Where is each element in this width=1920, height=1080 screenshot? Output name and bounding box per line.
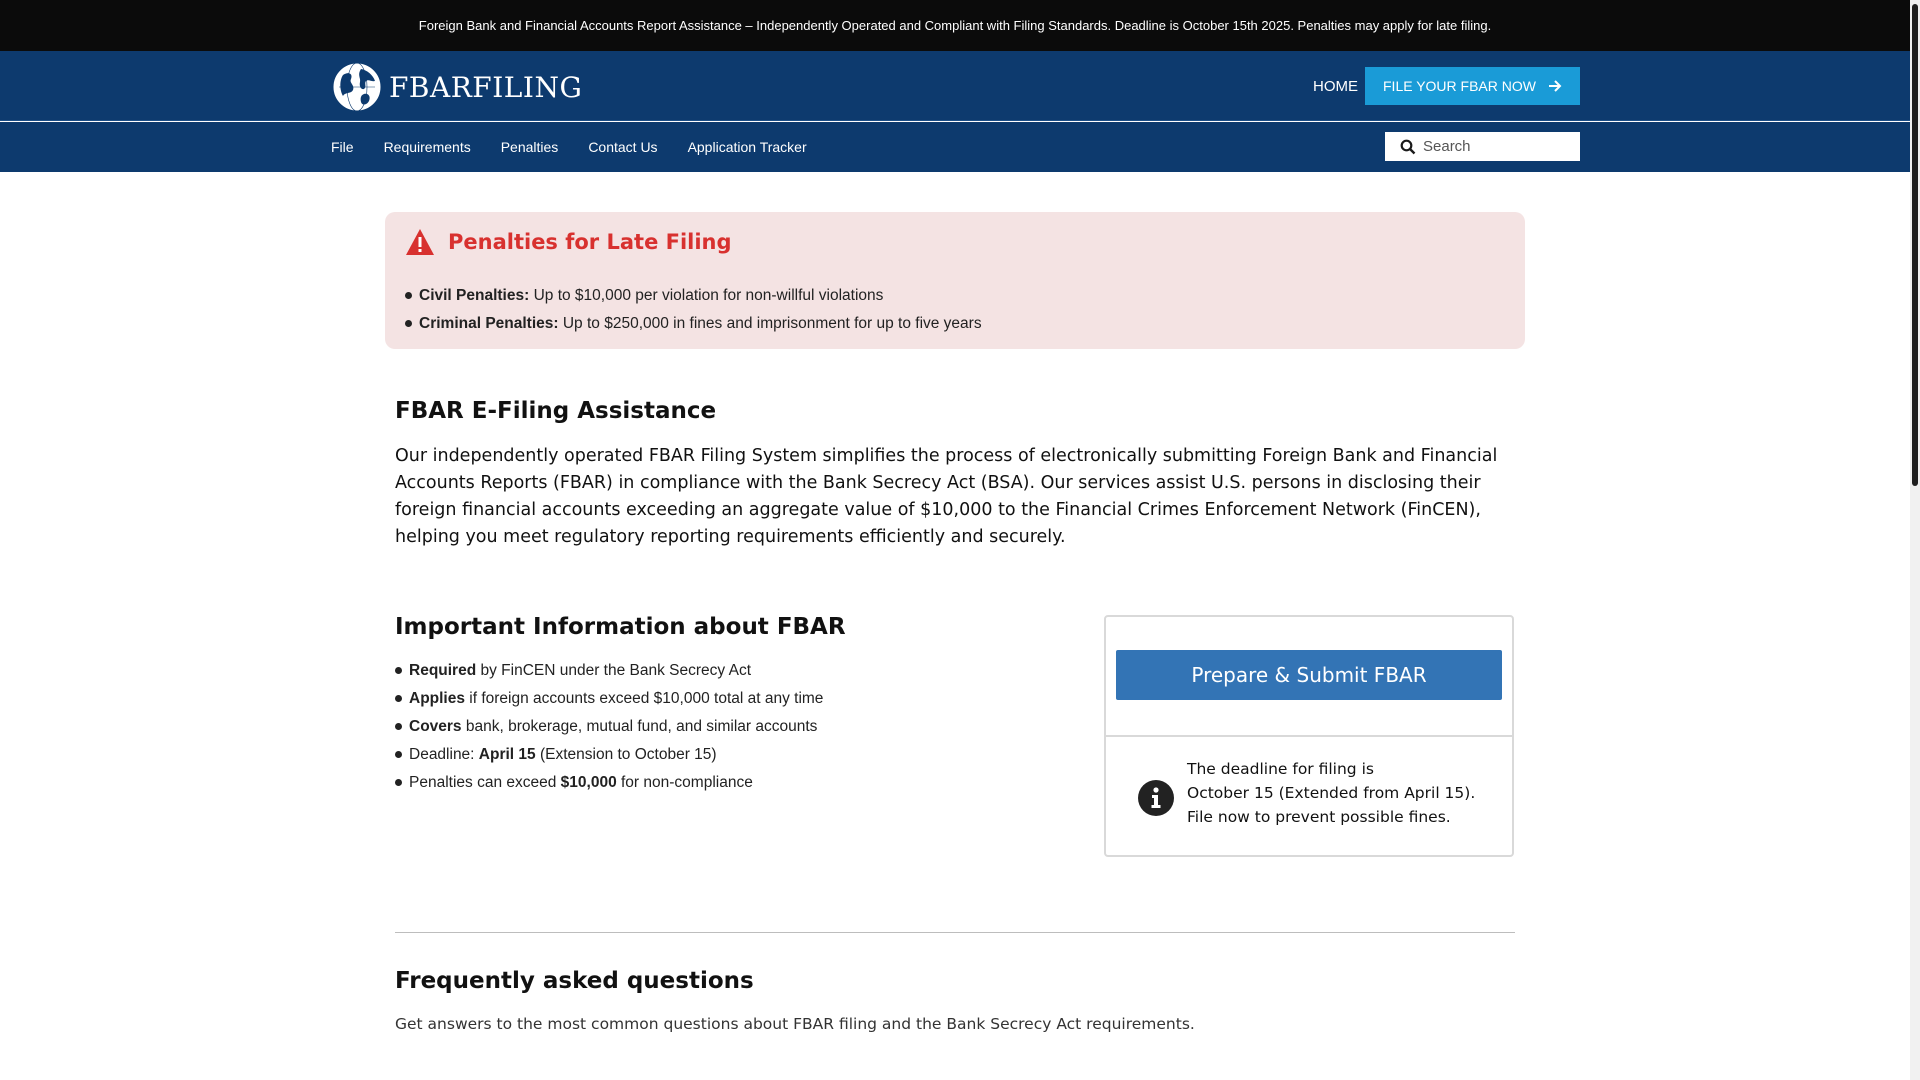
arrow-right-icon xyxy=(1548,79,1562,93)
nav-item-file[interactable]: File xyxy=(331,139,354,155)
nav-item-penalties[interactable]: Penalties xyxy=(500,139,559,155)
page-scrollbar[interactable] xyxy=(1910,0,1920,1080)
globe-icon xyxy=(331,61,383,113)
search-input[interactable] xyxy=(1423,138,1573,155)
search-icon[interactable] xyxy=(1400,139,1416,155)
site-header xyxy=(0,51,1910,121)
deadline-notice: The deadline for filing is October 15 (Extended from April 15). File now to prevent possible fines. xyxy=(1187,760,1476,826)
warning-icon xyxy=(405,228,435,256)
site-logo[interactable] xyxy=(331,61,582,113)
logo-wordmark: FBARFILING xyxy=(389,70,583,104)
list-item: Deadline: April 15 (Extension to October 15) xyxy=(395,741,823,769)
top-announcement-banner xyxy=(0,0,1910,51)
efile-section-title: FBAR E-Filing Assistance xyxy=(395,398,717,424)
submit-fbar-card xyxy=(1104,615,1514,857)
scrollbar-thumb[interactable] xyxy=(1912,4,1918,486)
card-divider xyxy=(1106,735,1512,737)
list-item: Civil Penalties: Up to $10,000 per violation for non-willful violations xyxy=(405,282,982,310)
nav-item-contact-us[interactable]: Contact Us xyxy=(588,139,658,155)
efile-description: Our independently operated FBAR Filing System simplifies the process of electronically submitting Foreign Bank and Financial Accounts Reports (FBAR) in compliance with the Bank Secrecy Act (BSA). Our services assist U.S. persons in disclosing their foreign financial accounts exceeding an aggregate value of $10,000 to the Financial Crimes Enforcement Network (FinCEN), helping you meet regulatory reporting requirements efficiently and securely. xyxy=(395,446,1498,547)
file-fbar-now-label: FILE YOUR FBAR NOW xyxy=(1383,78,1536,94)
main-navigation xyxy=(0,122,1910,172)
info-icon xyxy=(1138,780,1174,816)
faq-title: Frequently asked questions xyxy=(395,968,754,994)
search-box xyxy=(1385,132,1580,161)
faq-subtitle: Get answers to the most common questions about FBAR filing and the Bank Secrecy Act requirements. xyxy=(395,1015,1195,1033)
section-divider xyxy=(395,932,1515,933)
file-fbar-now-button[interactable] xyxy=(1365,67,1580,105)
important-info-list xyxy=(395,657,823,797)
home-link[interactable]: HOME xyxy=(1313,78,1358,95)
alert-title: Penalties for Late Filing xyxy=(448,230,732,254)
list-item: Penalties can exceed $10,000 for non-compliance xyxy=(395,769,823,797)
banner-text: Foreign Bank and Financial Accounts Report Assistance – Independently Operated and Compliant with Filing Standards. Deadline is October 15th 2025. Penalties may apply for late filing. xyxy=(418,17,1492,33)
list-item: Criminal Penalties: Up to $250,000 in fines and imprisonment for up to five years xyxy=(405,310,982,338)
prepare-submit-fbar-button[interactable]: Prepare & Submit FBAR xyxy=(1116,650,1502,700)
penalties-list xyxy=(405,282,982,338)
important-info-title: Important Information about FBAR xyxy=(395,614,846,640)
list-item: Applies if foreign accounts exceed $10,000 total at any time xyxy=(395,685,823,713)
list-item: Required by FinCEN under the Bank Secrecy Act xyxy=(395,657,823,685)
nav-item-application-tracker[interactable]: Application Tracker xyxy=(687,139,807,155)
list-item: Covers bank, brokerage, mutual fund, and similar accounts xyxy=(395,713,823,741)
nav-item-requirements[interactable]: Requirements xyxy=(383,139,471,155)
late-filing-penalties-alert xyxy=(385,212,1525,349)
